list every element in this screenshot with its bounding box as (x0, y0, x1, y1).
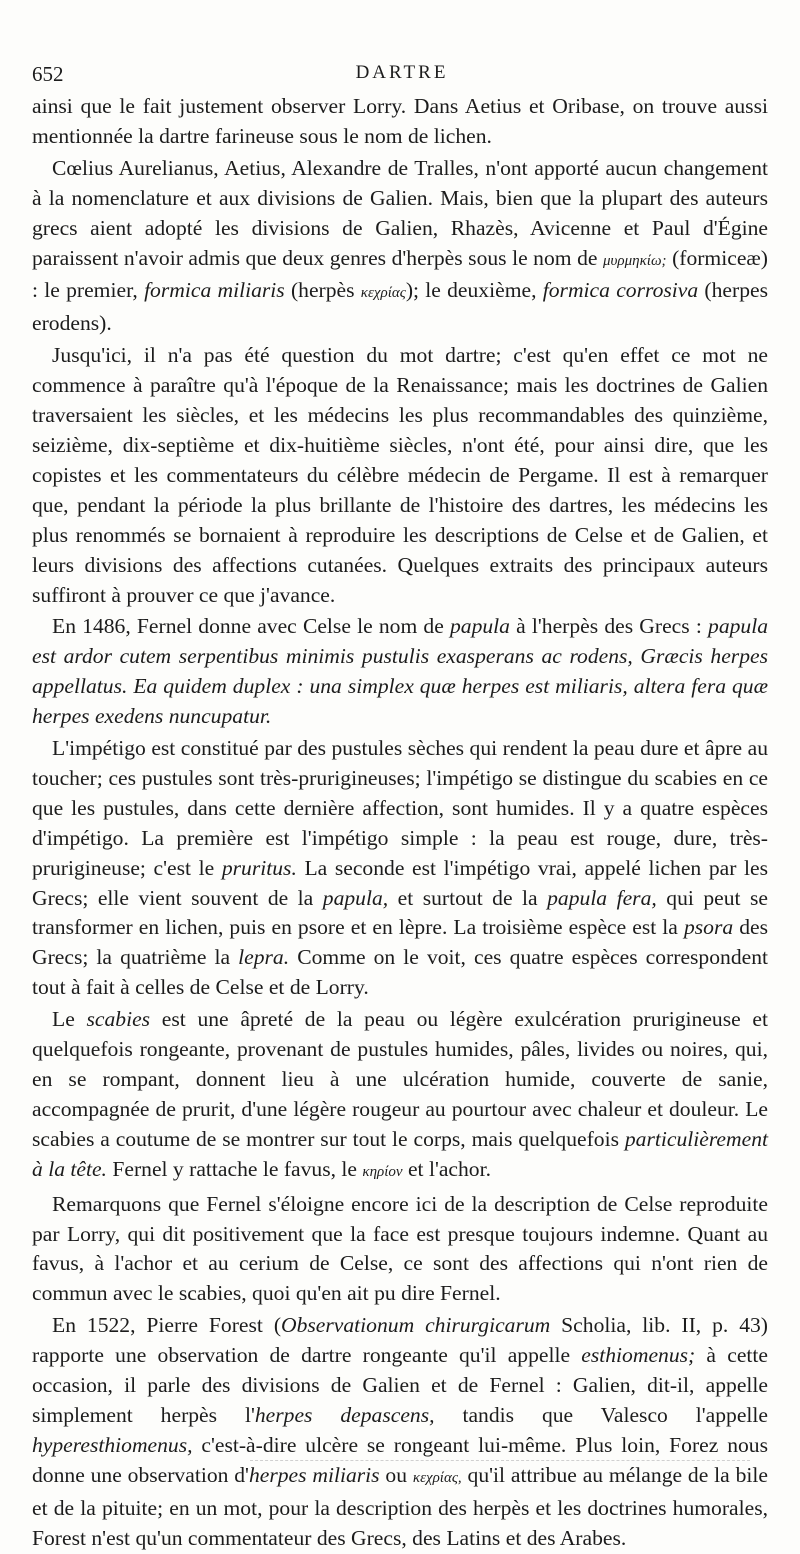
text-segment: Fernel y rattache le favus, le (106, 1156, 363, 1181)
paragraph (32, 1311, 768, 1553)
paragraph (32, 154, 768, 339)
text-segment: (formiceæ) : le premier, (32, 245, 768, 303)
text-segment: L'impétigo est constitué par des pustules sèches qui rendent la peau dure et âpre au toucher; ces pustules sont très-prurigineuses; l'impétigo se distingue du scabies en ce que les pustules, dans cette dernière affection, sont humides. Il y a quatre espèces d'impétigo. La première est l'impétigo simple : la peau est rouge, dure, très-prurigineuse; c'est le (32, 736, 768, 880)
text-segment: Remarquons que Fernel s'éloigne encore ici de la description de Celse reproduite par Lorry, qui dit positivement que la face est presque toujours indemne. Quant au favus, à l'achor et au cerium de Celse, ce sont des affections qui n'ont rien de commun avec le scabies, quoi qu'en ait pu dire Fernel. (32, 1191, 768, 1306)
text-segment: En 1522, Pierre Forest ( (52, 1313, 282, 1338)
italic-text: particulièrement à la tête. (32, 1126, 768, 1181)
text-segment: Le (52, 1007, 87, 1032)
italic-text: psora (683, 915, 734, 940)
text-segment: Comme on le voit, ces quatre espèces correspondent tout à fait à celles de Celse et de Lorry. (32, 945, 768, 1000)
paragraph (32, 612, 768, 732)
text-segment: tandis que Valesco l'appelle (434, 1402, 768, 1427)
italic-text: scabies (86, 1007, 151, 1032)
paragraph (32, 92, 768, 152)
text-segment: ); le deuxième, (405, 278, 543, 303)
paragraph (32, 341, 768, 610)
text-segment: ou (379, 1462, 413, 1487)
text-segment: qu'il attribue au mélange de la bile et de la pituite; en un mot, pour la description des herpès et les doctrines humorales, Forest n'est qu'un commentateur des Grecs, des Latins et des Arabes. (32, 1462, 768, 1550)
footer-divider (250, 1460, 750, 1461)
paragraph (32, 1005, 768, 1187)
text-segment: est une âpreté de la peau ou légère exulcération prurigineuse et quelquefois rongeante, provenant de pustules humides, pâles, livides ou noires, qui, en se rompant, donnent lieu à une ulcération humide, couverte de sanie, accompagnée de prurit, d'une légère rougeur au pourtour avec chaleur et douleur. Le scabies a coutume de se montrer sur tout le corps, mais quelquefois (32, 1007, 768, 1151)
text-segment: En 1486, Fernel donne avec Celse le nom de (52, 614, 450, 639)
italic-text: papula (449, 614, 510, 639)
italic-text: herpes miliaris (248, 1462, 380, 1487)
page-header (32, 62, 772, 92)
running-title: DARTRE (355, 62, 449, 83)
text-segment: qui peut se transformer en lichen, puis en psore et en lèpre. La troisième espèce est la (32, 885, 768, 940)
italic-text: pruritus. (221, 855, 297, 880)
italic-text: esthiomenus; (581, 1343, 696, 1368)
greek-text: κεχρίας, (412, 1469, 462, 1486)
text-segment: et l'achor. (402, 1156, 491, 1181)
text-segment: Jusqu'ici, il n'a pas été question du mot dartre; c'est qu'en effet ce mot ne commence à paraître qu'à l'époque de la Renaissance; mais les doctrines de Galien traversaient les siècles, et les médecins les plus recommandables des quinzième, seizième, dix-septième et dix-huitième siècles, n'ont été, pour ainsi dire, que les copistes et les commentateurs du célèbre médecin de Pergame. Il est à remarquer que, pendant la période la plus brillante de l'histoire des dartres, les médecins les plus renommés se bornaient à reproduire les descriptions de Celse et de Galien, et leurs divisions des affections cutanées. Quelques extraits des principaux auteurs suffiront à prouver ce que j'avance. (32, 343, 768, 607)
greek-text: μυρμηκίω; (603, 252, 667, 269)
italic-text: lepra. (238, 945, 290, 970)
page-number: 652 (32, 62, 64, 86)
text-segment: Cœlius Aurelianus, Aetius, Alexandre de Tralles, n'ont apporté aucun changement à la nomenclature et aux divisions de Galien. Mais, bien que la plupart des auteurs grecs aient adopté les divisions de Galien, Rhazès, Avicenne et Paul d'Égine paraissent n'avoir admis que deux genres d'herpès sous le nom de (32, 155, 768, 270)
text-segment: à cette occasion, il parle des divisions de Galien et de Fernel : Galien, dit-il, appelle simplement herpès l' (32, 1343, 768, 1427)
italic-text: papula, (322, 885, 389, 910)
text-segment: et surtout de la (388, 885, 548, 910)
text-segment: des Grecs; la quatrième la (32, 915, 768, 970)
paragraph (32, 1190, 768, 1310)
text-segment: c'est-à-dire ulcère se rongeant lui-même. Plus loin, Forez nous donne une observation d' (32, 1432, 768, 1487)
italic-text: hyperesthiomenus, (32, 1432, 193, 1457)
italic-text: herpes depascens, (254, 1402, 435, 1427)
italic-text: formica corrosiva (542, 278, 699, 303)
italic-text: Observationum chirurgicarum (281, 1313, 551, 1338)
text-segment: à l'herpès des Grecs : (509, 614, 709, 639)
text-segment: La seconde est l'impétigo vrai, appelé lichen par les Grecs; elle vient souvent de la (32, 855, 768, 910)
page-body (32, 92, 768, 1554)
italic-text: papula est ardor cutem serpentibus minimis pustulis exasperans ac rodens, Græcis herpes appellatus. Ea quidem duplex : una simplex quæ herpes est miliaris, altera fera quæ herpes exedens nuncupatur. (32, 614, 768, 729)
text-segment: Scholia, lib. II, p. 43) rapporte une observation de dartre rongeante qu'il appelle (32, 1313, 768, 1368)
italic-text: formica miliaris (144, 278, 285, 303)
text-segment: (herpès (284, 278, 361, 303)
paragraph (32, 734, 768, 1003)
greek-text: κηρίον (362, 1163, 403, 1180)
italic-text: papula fera, (547, 885, 657, 910)
text-segment: ainsi que le fait justement observer Lorry. Dans Aetius et Oribase, on trouve aussi mentionnée la dartre farineuse sous le nom de lichen. (32, 94, 768, 148)
text-segment: (herpes erodens). (32, 278, 768, 336)
greek-text: κεχρίας (360, 285, 406, 302)
